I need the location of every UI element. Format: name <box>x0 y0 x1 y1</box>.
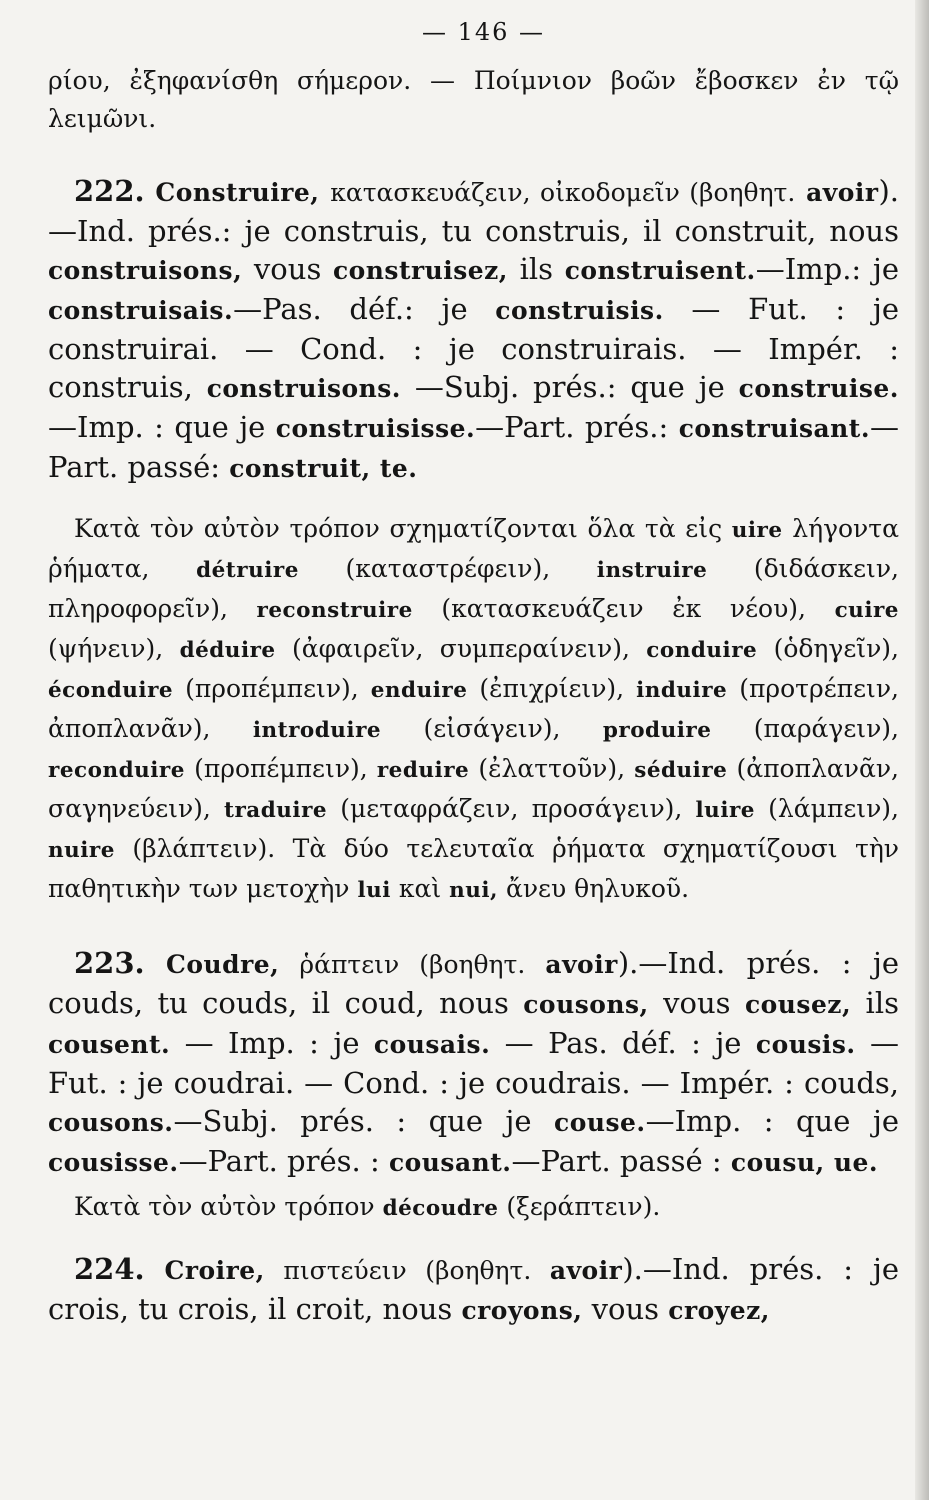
entry-number: 222. <box>74 174 145 208</box>
top-line: ρίου, ἐξηφανίσθη σήμερον. — Ποίμνιον βοῶν ἔβοσκεν ἐν τῷ λειμῶνι. <box>48 66 899 133</box>
entry-224: 224. Croire, πιστεύειν (βοηθητ. avoir).—Ind. prés. : je crois, tu crois, il croit, nous croyons, vous croyez, <box>48 1252 900 1326</box>
decoudre-line: Κατὰ τὸν αὐτὸν τρόπον découdre (ξεράπτειν). <box>74 1192 661 1221</box>
page-number: — 146 — <box>421 18 546 46</box>
entry-number: 223. <box>74 946 145 980</box>
entry-222: 222. Construire, κατασκευάζειν, οἰκοδομεῖν (βοηθητ. avoir).—Ind. prés.: je construis, tu construis, il construit, nous construisons, vous construisez, ils construisent.—Imp.: je construisais.—Pas. déf.: je construisis. — Fut. : je construirai. — Cond. : je construirais. — Impér. : construis, construisons. —Subj. prés.: que je construise.—Imp. : que je construisisse.—Part. prés.: construisant.—Part. passé: construit, te. <box>48 174 900 484</box>
greek-paragraph-uire-verbs: Κατὰ τὸν αὐτὸν τρόπον σχηματίζονται ὅλα τὰ εἰς uire λήγοντα ῥήματα, détruire (καταστρέφειν), instruire (διδάσκειν, πληροφορεῖν), reconstruire (κατασκευάζειν ἐκ νέου), cuire (ψήνειν), déduire (ἀφαιρεῖν, συμπεραίνειν), conduire (ὁδηγεῖν), éconduire (προπέμπειν), enduire (ἐπιχρίειν), induire (προτρέπειν, ἀποπλανᾶν), introduire (εἰσάγειν), produire (παράγειν), reconduire (προπέμπειν), reduire (ἐλαττοῦν), séduire (ἀποπλανᾶν, σαγηνεύειν), traduire (μεταφράζειν, προσάγειν), luire (λάμπειν), nuire (βλάπτειν). Τὰ δύο τελευταῖα ῥήματα σχηματίζουσι τὴν παθητικὴν των μετοχὴν lui καὶ nui, ἄνευ θηλυκοῦ. <box>48 514 900 903</box>
headword: Construire, <box>155 178 320 207</box>
headword: Croire, <box>164 1256 265 1285</box>
page-edge-shadow <box>915 0 929 1500</box>
entry-number: 224. <box>74 1252 145 1286</box>
headword: Coudre, <box>166 950 280 979</box>
entry-223: 223. Coudre, ῥάπτειν (βοηθητ. avoir).—Ind. prés. : je couds, tu couds, il coud, nous cousons, vous cousez, ils cousent. — Imp. : je cousais. — Pas. déf. : je cousis. — Fut. : je coudrai. — Cond. : je coudrais. — Impér. : couds, cousons.—Subj. prés. : que je couse.—Imp. : que je cousisse.—Part. prés. : cousant.—Part. passé : cousu, ue. <box>48 946 899 1178</box>
